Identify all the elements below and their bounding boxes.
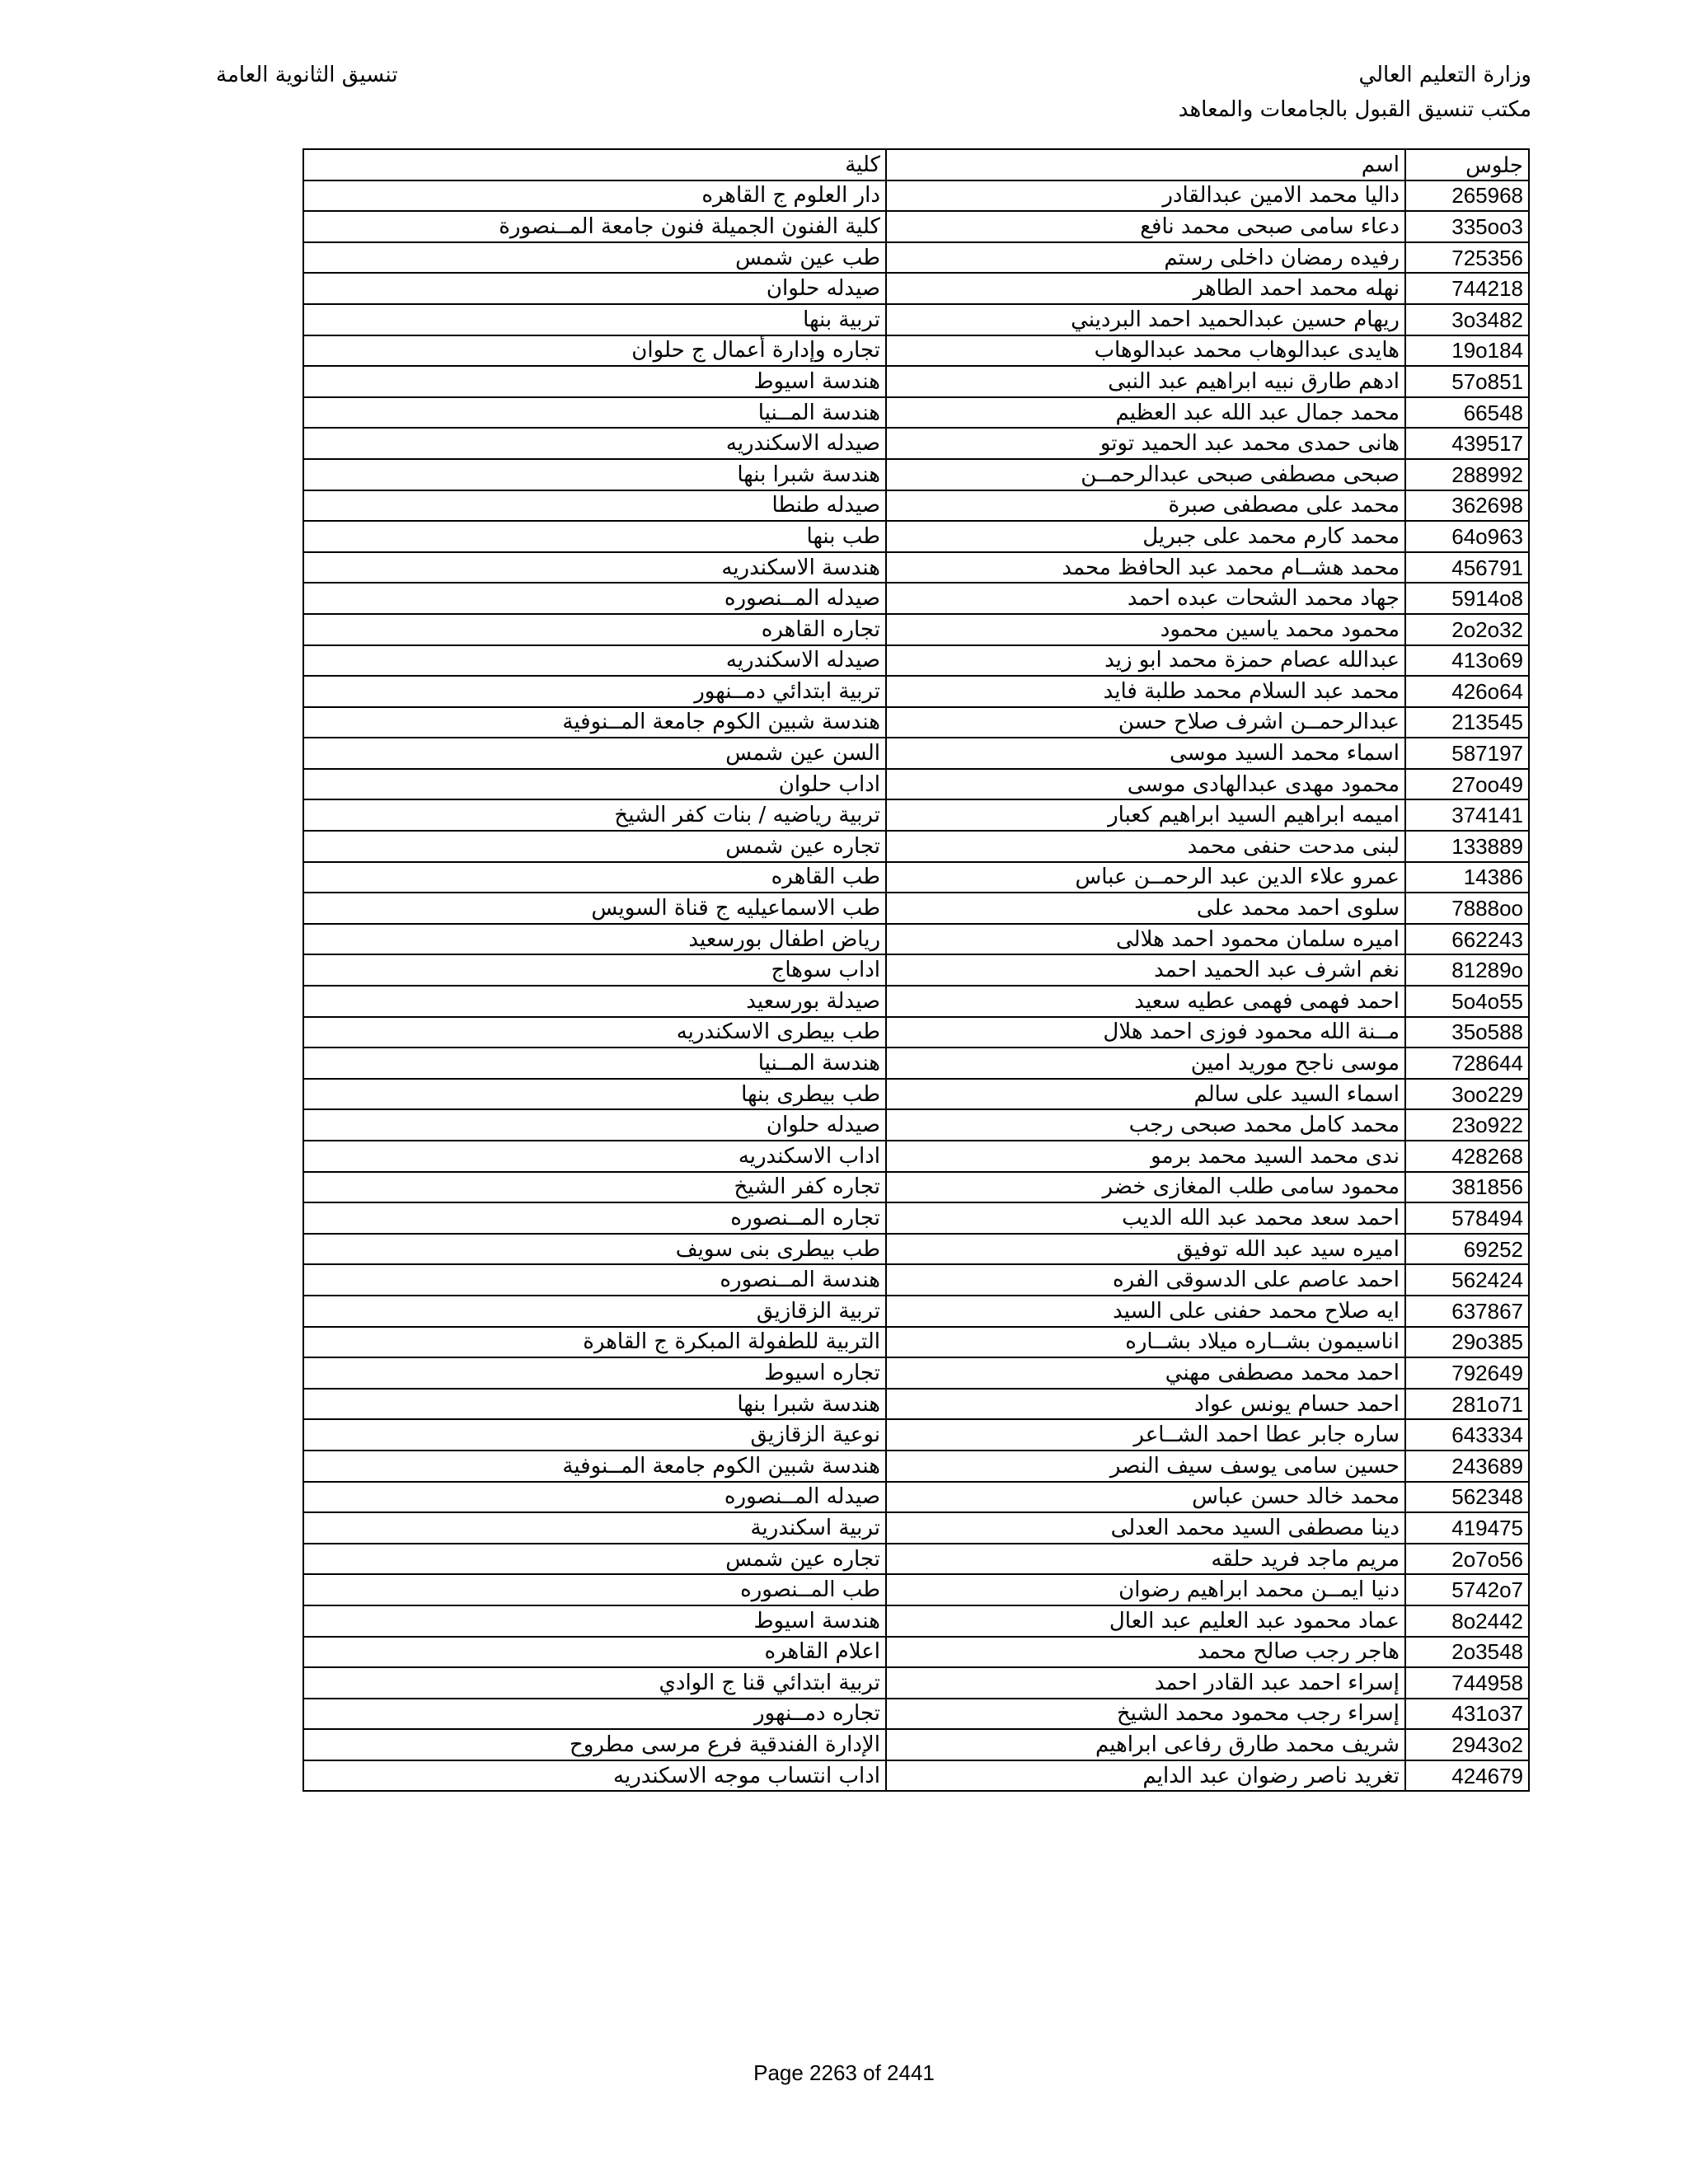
- seat-number-cell: 725356: [1405, 242, 1529, 274]
- seat-number-cell: 213545: [1405, 707, 1529, 738]
- student-name-cell: اناسيمون بشــاره ميلاد بشــاره: [886, 1327, 1405, 1358]
- college-cell: هندسة شبين الكوم جامعة المــنوفية: [303, 1451, 886, 1482]
- college-cell: طب عين شمس: [303, 242, 886, 274]
- college-cell: اداب سوهاج: [303, 954, 886, 986]
- seat-number-cell: 792649: [1405, 1357, 1529, 1389]
- student-name-cell: حسين سامى يوسف سيف النصر: [886, 1451, 1405, 1482]
- seat-number-cell: 133889: [1405, 831, 1529, 862]
- table-row: [303, 924, 1529, 955]
- table-row: [303, 1729, 1529, 1760]
- student-name-cell: مريم ماجد فريد حلقه: [886, 1544, 1405, 1575]
- table-row: [303, 1327, 1529, 1358]
- student-name-cell: دنيا ايمــن محمد ابراهيم رضوان: [886, 1574, 1405, 1605]
- table-row: [303, 614, 1529, 645]
- coordination-title: تنسيق الثانوية العامة: [216, 63, 398, 87]
- college-cell: تربية رياضيه / بنات كفر الشيخ: [303, 799, 886, 831]
- table-row: [303, 1296, 1529, 1327]
- seat-number-cell: 456791: [1405, 552, 1529, 583]
- college-cell: صيدلة بورسعيد: [303, 986, 886, 1017]
- seat-number-cell: 57o851: [1405, 366, 1529, 397]
- college-cell: صيدله حلوان: [303, 1109, 886, 1141]
- seat-number-cell: 3oo229: [1405, 1079, 1529, 1110]
- student-name-cell: هانى حمدى محمد عبد الحميد توتو: [886, 428, 1405, 459]
- college-cell: تجاره وإدارة أعمال ج حلوان: [303, 335, 886, 367]
- student-name-cell: محمود مهدى عبدالهادى موسى: [886, 769, 1405, 800]
- college-cell: طب بيطرى الاسكندريه: [303, 1017, 886, 1048]
- student-name-cell: نهله محمد احمد الطاهر: [886, 273, 1405, 304]
- college-cell: دار العلوم ج القاهره: [303, 180, 886, 212]
- college-cell: هندسة شبرا بنها: [303, 1389, 886, 1420]
- seat-number-cell: 413o69: [1405, 645, 1529, 677]
- table-row: [303, 1699, 1529, 1730]
- table-row: [303, 1605, 1529, 1637]
- seat-number-cell: 2943o2: [1405, 1729, 1529, 1760]
- student-name-cell: محمد على مصطفى صبرة: [886, 490, 1405, 522]
- table-row: [303, 1357, 1529, 1389]
- page-number: Page 2263 of 2441: [753, 2060, 935, 2085]
- student-name-cell: محمد جمال عبد الله عبد العظيم: [886, 397, 1405, 429]
- table-row: [303, 428, 1529, 459]
- student-name-cell: هاجر رجب صالح محمد: [886, 1637, 1405, 1668]
- column-header-seat: جلوس: [1405, 149, 1529, 180]
- results-table-body: [303, 149, 1529, 1791]
- college-cell: صيدله حلوان: [303, 273, 886, 304]
- student-name-cell: محمد كارم محمد على جبريل: [886, 521, 1405, 552]
- ministry-title: وزارة التعليم العالي: [1358, 63, 1531, 87]
- page-header-right: [872, 58, 1531, 127]
- table-row: [303, 1667, 1529, 1699]
- table-row: [303, 1419, 1529, 1451]
- student-name-cell: ندى محمد السيد محمد برمو: [886, 1141, 1405, 1172]
- table-row: [303, 211, 1529, 242]
- seat-number-cell: 744958: [1405, 1667, 1529, 1699]
- seat-number-cell: 69252: [1405, 1234, 1529, 1265]
- student-name-cell: داليا محمد الامين عبدالقادر: [886, 180, 1405, 212]
- seat-number-cell: 439517: [1405, 428, 1529, 459]
- college-cell: الإدارة الفندقية فرع مرسى مطروح: [303, 1729, 886, 1760]
- student-name-cell: سلوى احمد محمد على: [886, 893, 1405, 924]
- table-row: [303, 862, 1529, 893]
- table-row: [303, 1202, 1529, 1234]
- student-name-cell: صبحى مصطفى صبحى عبدالرحمــن: [886, 459, 1405, 490]
- table-row: [303, 645, 1529, 677]
- table-row: [303, 180, 1529, 212]
- table-row: [303, 1512, 1529, 1544]
- college-cell: صيدله الاسكندريه: [303, 645, 886, 677]
- student-name-cell: شريف محمد طارق رفاعى ابراهيم: [886, 1729, 1405, 1760]
- table-row: [303, 1760, 1529, 1792]
- college-cell: هندسة الاسكندريه: [303, 552, 886, 583]
- college-cell: هندسة المــنيا: [303, 397, 886, 429]
- seat-number-cell: 562424: [1405, 1264, 1529, 1296]
- seat-number-cell: 744218: [1405, 273, 1529, 304]
- college-cell: صيدله المــنصوره: [303, 583, 886, 614]
- seat-number-cell: 419475: [1405, 1512, 1529, 1544]
- college-cell: هندسة اسيوط: [303, 1605, 886, 1637]
- seat-number-cell: 562348: [1405, 1482, 1529, 1513]
- student-name-cell: عبدالله عصام حمزة محمد ابو زيد: [886, 645, 1405, 677]
- seat-number-cell: 3o3482: [1405, 304, 1529, 335]
- student-name-cell: اميره سلمان محمود احمد هلالى: [886, 924, 1405, 955]
- table-header-row: [303, 149, 1529, 180]
- table-row: [303, 1079, 1529, 1110]
- table-row: [303, 707, 1529, 738]
- table-row: [303, 1451, 1529, 1482]
- college-cell: صيدله طنطا: [303, 490, 886, 522]
- seat-number-cell: 587197: [1405, 738, 1529, 769]
- seat-number-cell: 23o922: [1405, 1109, 1529, 1141]
- table-row: [303, 799, 1529, 831]
- seat-number-cell: 2o7o56: [1405, 1544, 1529, 1575]
- seat-number-cell: 29o385: [1405, 1327, 1529, 1358]
- college-cell: تربية اسكندرية: [303, 1512, 886, 1544]
- college-cell: تربية ابتدائي قنا ج الوادي: [303, 1667, 886, 1699]
- college-cell: طب بيطرى بنى سويف: [303, 1234, 886, 1265]
- college-cell: طب القاهره: [303, 862, 886, 893]
- seat-number-cell: 5914o8: [1405, 583, 1529, 614]
- table-row: [303, 1234, 1529, 1265]
- seat-number-cell: 426o64: [1405, 676, 1529, 707]
- student-name-cell: احمد عاصم على الدسوقى الفره: [886, 1264, 1405, 1296]
- student-name-cell: محمود محمد ياسين محمود: [886, 614, 1405, 645]
- student-name-cell: محمد كامل محمد صبحى رجب: [886, 1109, 1405, 1141]
- seat-number-cell: 2o3548: [1405, 1637, 1529, 1668]
- table-row: [303, 304, 1529, 335]
- student-name-cell: عماد محمود عبد العليم عبد العال: [886, 1605, 1405, 1637]
- student-name-cell: محمد عبد السلام محمد طلبة فايد: [886, 676, 1405, 707]
- college-cell: صيدله المــنصوره: [303, 1482, 886, 1513]
- seat-number-cell: 428268: [1405, 1141, 1529, 1172]
- seat-number-cell: 335oo3: [1405, 211, 1529, 242]
- table-row: [303, 521, 1529, 552]
- college-cell: هندسة المــنيا: [303, 1047, 886, 1079]
- college-cell: رياض اطفال بورسعيد: [303, 924, 886, 955]
- student-name-cell: هايدى عبدالوهاب محمد عبدالوهاب: [886, 335, 1405, 367]
- table-row: [303, 954, 1529, 986]
- college-cell: صيدله الاسكندريه: [303, 428, 886, 459]
- college-cell: نوعية الزقازيق: [303, 1419, 886, 1451]
- student-name-cell: احمد سعد محمد عبد الله الديب: [886, 1202, 1405, 1234]
- column-header-college: كلية: [303, 149, 886, 180]
- student-name-cell: دعاء سامى صبحى محمد نافع: [886, 211, 1405, 242]
- seat-number-cell: 243689: [1405, 1451, 1529, 1482]
- student-name-cell: اسماء محمد السيد موسى: [886, 738, 1405, 769]
- college-cell: تجاره المــنصوره: [303, 1202, 886, 1234]
- college-cell: طب بيطرى بنها: [303, 1079, 886, 1110]
- college-cell: اداب الاسكندريه: [303, 1141, 886, 1172]
- student-name-cell: مــنة الله محمود فوزى احمد هلال: [886, 1017, 1405, 1048]
- student-name-cell: موسى ناجح موريد امين: [886, 1047, 1405, 1079]
- seat-number-cell: 431o37: [1405, 1699, 1529, 1730]
- seat-number-cell: 27oo49: [1405, 769, 1529, 800]
- table-row: [303, 583, 1529, 614]
- seat-number-cell: 288992: [1405, 459, 1529, 490]
- college-cell: السن عين شمس: [303, 738, 886, 769]
- student-name-cell: إسراء احمد عبد القادر احمد: [886, 1667, 1405, 1699]
- table-row: [303, 242, 1529, 274]
- table-row: [303, 1109, 1529, 1141]
- student-name-cell: نغم اشرف عبد الحميد احمد: [886, 954, 1405, 986]
- student-name-cell: دينا مصطفى السيد محمد العدلى: [886, 1512, 1405, 1544]
- college-cell: اداب انتساب موجه الاسكندريه: [303, 1760, 886, 1792]
- student-name-cell: عبدالرحمــن اشرف صلاح حسن: [886, 707, 1405, 738]
- seat-number-cell: 19o184: [1405, 335, 1529, 367]
- college-cell: تجاره كفر الشيخ: [303, 1172, 886, 1203]
- student-name-cell: تغريد ناصر رضوان عبد الدايم: [886, 1760, 1405, 1792]
- college-cell: اداب حلوان: [303, 769, 886, 800]
- college-cell: تجاره عين شمس: [303, 831, 886, 862]
- college-cell: تجاره عين شمس: [303, 1544, 886, 1575]
- college-cell: هندسة المــنصوره: [303, 1264, 886, 1296]
- office-title: مكتب تنسيق القبول بالجامعات والمعاهد: [1178, 97, 1531, 122]
- college-cell: تجاره دمــنهور: [303, 1699, 886, 1730]
- table-row: [303, 831, 1529, 862]
- seat-number-cell: 64o963: [1405, 521, 1529, 552]
- table-row: [303, 490, 1529, 522]
- seat-number-cell: 2o2o32: [1405, 614, 1529, 645]
- college-cell: طب المــنصوره: [303, 1574, 886, 1605]
- table-row: [303, 1574, 1529, 1605]
- student-name-cell: محمود سامى طلب المغازى خضر: [886, 1172, 1405, 1203]
- seat-number-cell: 637867: [1405, 1296, 1529, 1327]
- seat-number-cell: 662243: [1405, 924, 1529, 955]
- seat-number-cell: 66548: [1405, 397, 1529, 429]
- seat-number-cell: 7888oo: [1405, 893, 1529, 924]
- student-name-cell: محمد خالد حسن عباس: [886, 1482, 1405, 1513]
- student-name-cell: اسماء السيد على سالم: [886, 1079, 1405, 1110]
- student-name-cell: اميمه ابراهيم السيد ابراهيم كعبار: [886, 799, 1405, 831]
- student-name-cell: رفيده رمضان داخلى رستم: [886, 242, 1405, 274]
- seat-number-cell: 5742o7: [1405, 1574, 1529, 1605]
- seat-number-cell: 643334: [1405, 1419, 1529, 1451]
- college-cell: تربية ابتدائي دمــنهور: [303, 676, 886, 707]
- seat-number-cell: 35o588: [1405, 1017, 1529, 1048]
- college-cell: تربية بنها: [303, 304, 886, 335]
- table-row: [303, 335, 1529, 367]
- student-name-cell: جهاد محمد الشحات عبده احمد: [886, 583, 1405, 614]
- table-row: [303, 366, 1529, 397]
- table-row: [303, 397, 1529, 429]
- college-cell: تربية الزقازيق: [303, 1296, 886, 1327]
- student-name-cell: احمد حسام يونس عواد: [886, 1389, 1405, 1420]
- college-cell: التربية للطفولة المبكرة ج القاهرة: [303, 1327, 886, 1358]
- seat-number-cell: 578494: [1405, 1202, 1529, 1234]
- table-row: [303, 738, 1529, 769]
- table-row: [303, 1047, 1529, 1079]
- table-row: [303, 1017, 1529, 1048]
- table-row: [303, 273, 1529, 304]
- student-name-cell: اميره سيد عبد الله توفيق: [886, 1234, 1405, 1265]
- table-row: [303, 769, 1529, 800]
- seat-number-cell: 8o2442: [1405, 1605, 1529, 1637]
- seat-number-cell: 81289o: [1405, 954, 1529, 986]
- college-cell: هندسة شبرا بنها: [303, 459, 886, 490]
- college-cell: هندسة شبين الكوم جامعة المــنوفية: [303, 707, 886, 738]
- table-row: [303, 1637, 1529, 1668]
- table-row: [303, 552, 1529, 583]
- seat-number-cell: 362698: [1405, 490, 1529, 522]
- table-row: [303, 1172, 1529, 1203]
- seat-number-cell: 265968: [1405, 180, 1529, 212]
- college-cell: اعلام القاهره: [303, 1637, 886, 1668]
- college-cell: هندسة اسيوط: [303, 366, 886, 397]
- table-row: [303, 1141, 1529, 1172]
- student-name-cell: لبنى مدحت حنفى محمد: [886, 831, 1405, 862]
- seat-number-cell: 728644: [1405, 1047, 1529, 1079]
- seat-number-cell: 381856: [1405, 1172, 1529, 1203]
- college-cell: تجاره اسيوط: [303, 1357, 886, 1389]
- column-header-name: اسم: [886, 149, 1405, 180]
- table-row: [303, 1544, 1529, 1575]
- college-cell: طب الاسماعيليه ج قناة السويس: [303, 893, 886, 924]
- seat-number-cell: 281o71: [1405, 1389, 1529, 1420]
- table-row: [303, 1389, 1529, 1420]
- table-row: [303, 676, 1529, 707]
- table-row: [303, 459, 1529, 490]
- student-name-cell: محمد هشــام محمد عبد الحافظ محمد: [886, 552, 1405, 583]
- results-table: [302, 148, 1530, 1792]
- table-row: [303, 893, 1529, 924]
- student-name-cell: احمد محمد مصطفى مهني: [886, 1357, 1405, 1389]
- student-name-cell: ادهم طارق نبيه ابراهيم عبد النبى: [886, 366, 1405, 397]
- seat-number-cell: 424679: [1405, 1760, 1529, 1792]
- student-name-cell: إسراء رجب محمود محمد الشيخ: [886, 1699, 1405, 1730]
- seat-number-cell: 14386: [1405, 862, 1529, 893]
- table-row: [303, 986, 1529, 1017]
- college-cell: كلية الفنون الجميلة فنون جامعة المــنصورة: [303, 211, 886, 242]
- college-cell: طب بنها: [303, 521, 886, 552]
- student-name-cell: ساره جابر عطا احمد الشــاعر: [886, 1419, 1405, 1451]
- seat-number-cell: 5o4o55: [1405, 986, 1529, 1017]
- student-name-cell: عمرو علاء الدين عبد الرحمــن عباس: [886, 862, 1405, 893]
- seat-number-cell: 374141: [1405, 799, 1529, 831]
- table-row: [303, 1482, 1529, 1513]
- college-cell: تجاره القاهره: [303, 614, 886, 645]
- table-row: [303, 1264, 1529, 1296]
- student-name-cell: احمد فهمى فهمى عطيه سعيد: [886, 986, 1405, 1017]
- student-name-cell: ريهام حسين عبدالحميد احمد البرديني: [886, 304, 1405, 335]
- student-name-cell: ايه صلاح محمد حفنى على السيد: [886, 1296, 1405, 1327]
